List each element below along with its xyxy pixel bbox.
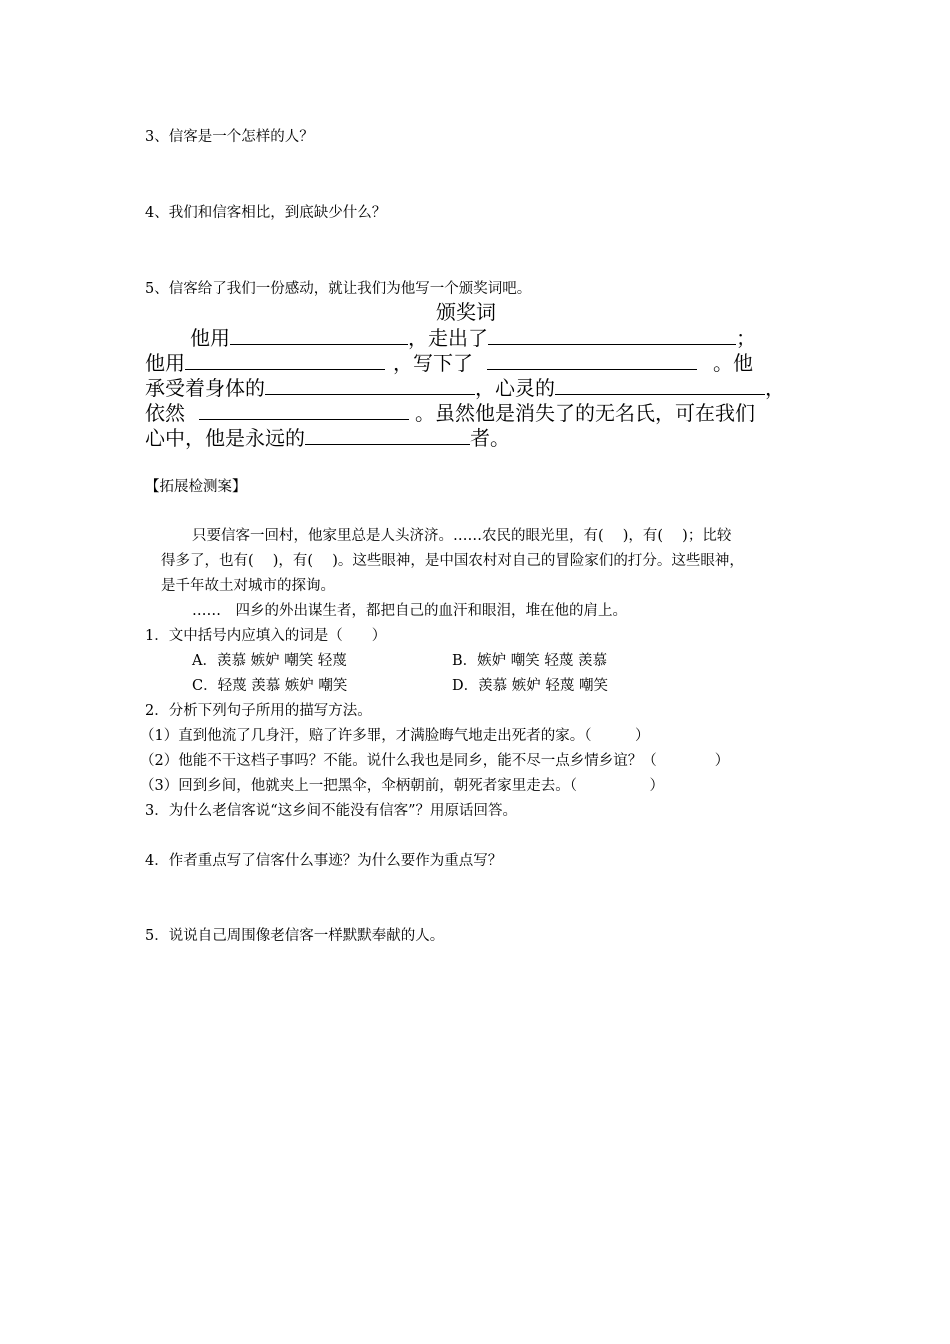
option-c[interactable]: C．轻蔑 羡慕 嫉妒 嘲笑 xyxy=(192,678,348,694)
award-text: 他用 xyxy=(145,351,185,375)
award-line-5 xyxy=(145,425,510,450)
extension-heading: 【拓展检测案】 xyxy=(145,479,247,495)
question-3: 3、信客是一个怎样的人？ xyxy=(145,129,314,145)
award-text: ，走出了 xyxy=(408,326,488,350)
answer-blank[interactable] xyxy=(305,425,470,445)
answer-blank[interactable] xyxy=(555,375,765,395)
answer-blank[interactable] xyxy=(488,325,736,345)
ext-question-2-1: （1）直到他流了几身汗，赔了许多罪，才满脸晦气地走出死者的家。（ ） xyxy=(140,728,650,744)
answer-blank[interactable] xyxy=(185,350,385,370)
answer-blank[interactable] xyxy=(230,325,408,345)
question-5: 5、信客给了我们一份感动，就让我们为他写一个颁奖词吧。 xyxy=(145,281,532,297)
answer-blank[interactable] xyxy=(265,375,475,395)
ext-question-2: 2．分析下列句子所用的描写方法。 xyxy=(145,703,372,719)
ext-question-5: 5．说说自己周围像老信客一样默默奉献的人。 xyxy=(145,928,445,944)
passage-line-1: 只要信客一回村，他家里总是人头济济。……农民的眼光里，有( )，有( )；比较 xyxy=(192,528,732,544)
award-text: 依然 xyxy=(145,401,185,425)
passage-line-2: 得多了，也有( )，有( )。这些眼神，是中国农村对自己的冒险家们的打分。这些眼神， xyxy=(161,553,744,569)
option-b[interactable]: B．嫉妒 嘲笑 轻蔑 羡慕 xyxy=(452,653,607,669)
award-line-3 xyxy=(145,375,785,400)
question-4: 4、我们和信客相比，到底缺少什么？ xyxy=(145,205,387,221)
award-text: ，写下了 xyxy=(393,351,473,375)
award-text: 他用 xyxy=(190,326,230,350)
ext-question-3: 3．为什么老信客说“这乡间不能没有信客”？用原话回答。 xyxy=(145,803,518,819)
award-text: 。他 xyxy=(713,351,753,375)
award-text: ，心灵的 xyxy=(475,376,555,400)
ext-question-2-3: （3）回到乡间，他就夹上一把黑伞，伞柄朝前，朝死者家里走去。（ ） xyxy=(140,778,664,794)
award-line-2 xyxy=(145,350,753,375)
ext-question-1: 1．文中括号内应填入的词是（ ） xyxy=(145,628,387,644)
award-line-1 xyxy=(190,325,756,350)
ext-question-2-2: （2）他能不干这档子事吗？不能。说什么我也是同乡，能不尽一点乡情乡谊？（ ） xyxy=(140,753,730,769)
answer-blank[interactable] xyxy=(487,350,697,370)
award-line-4 xyxy=(145,400,755,425)
award-text: 承受着身体的 xyxy=(145,376,265,400)
award-text: 心中，他是永远的 xyxy=(145,426,305,450)
option-d[interactable]: D．羡慕 嫉妒 轻蔑 嘲笑 xyxy=(452,678,608,694)
award-text: ， xyxy=(765,376,785,400)
answer-blank[interactable] xyxy=(199,400,409,420)
award-text: ； xyxy=(736,326,756,350)
passage-line-4: …… 四乡的外出谋生者，都把自己的血汗和眼泪，堆在他的肩上。 xyxy=(192,603,627,619)
award-text: 者。 xyxy=(470,426,510,450)
option-a[interactable]: A．羡慕 嫉妒 嘲笑 轻蔑 xyxy=(192,653,347,669)
passage-line-3: 是千年故土对城市的探询。 xyxy=(161,578,335,594)
award-text: 。虽然他是消失了的无名氏，可在我们 xyxy=(415,401,755,425)
award-title: 颁奖词 xyxy=(436,300,496,324)
ext-question-4: 4．作者重点写了信客什么事迹？为什么要作为重点写？ xyxy=(145,853,503,869)
